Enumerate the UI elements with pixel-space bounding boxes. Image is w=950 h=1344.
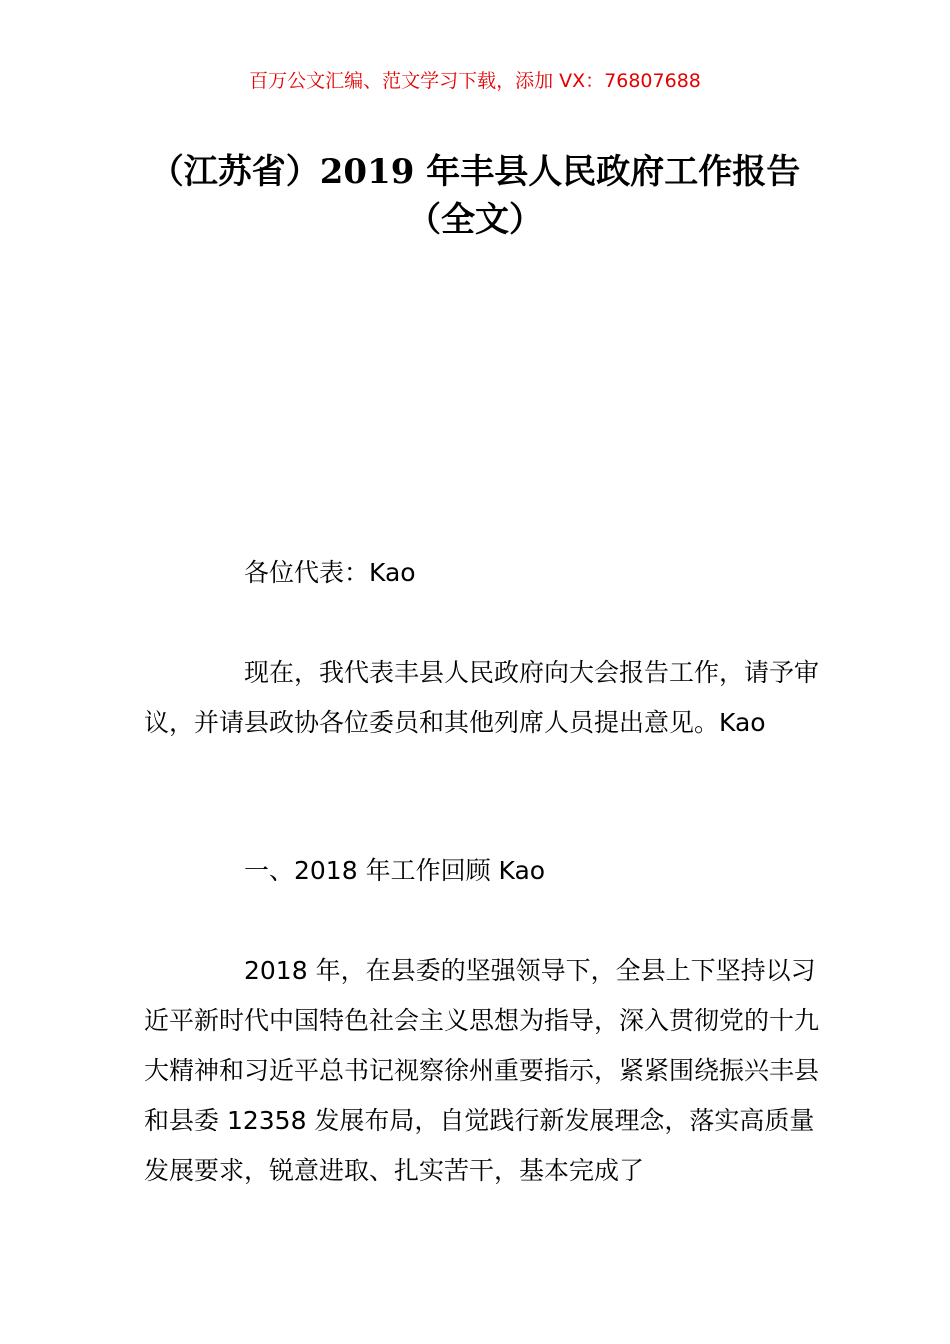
- review-text: 2018 年，在县委的坚强领导下，全县上下坚持以习近平新时代中国特色社会主义思想为指导，深入贯彻党的十九大精神和习近平总书记视察徐州重要指示，紧紧围绕振兴丰县和县委 12358 发展布局，自觉践行新发展理念，落实高质量发展要求，锐意进取、扎实苦干，基本完成了: [144, 956, 820, 1185]
- salutation-text: 各位代表：Kao: [244, 558, 416, 587]
- title-line-1: （江苏省）2019 年丰县人民政府工作报告: [149, 152, 801, 192]
- document-title: [100, 148, 850, 244]
- salutation-paragraph: [144, 548, 834, 598]
- section-heading-text: 一、2018 年工作回顾 Kao: [244, 856, 546, 885]
- title-line-2: （全文）: [407, 200, 543, 240]
- section-heading: [144, 846, 834, 896]
- intro-paragraph: [144, 648, 834, 748]
- review-paragraph: [144, 946, 834, 1196]
- header-note: 百万公文汇编、范文学习下载，添加 VX：76807688: [249, 70, 701, 92]
- intro-text: 现在，我代表丰县人民政府向大会报告工作，请予审议，并请县政协各位委员和其他列席人员提出意见。Kao: [144, 658, 820, 737]
